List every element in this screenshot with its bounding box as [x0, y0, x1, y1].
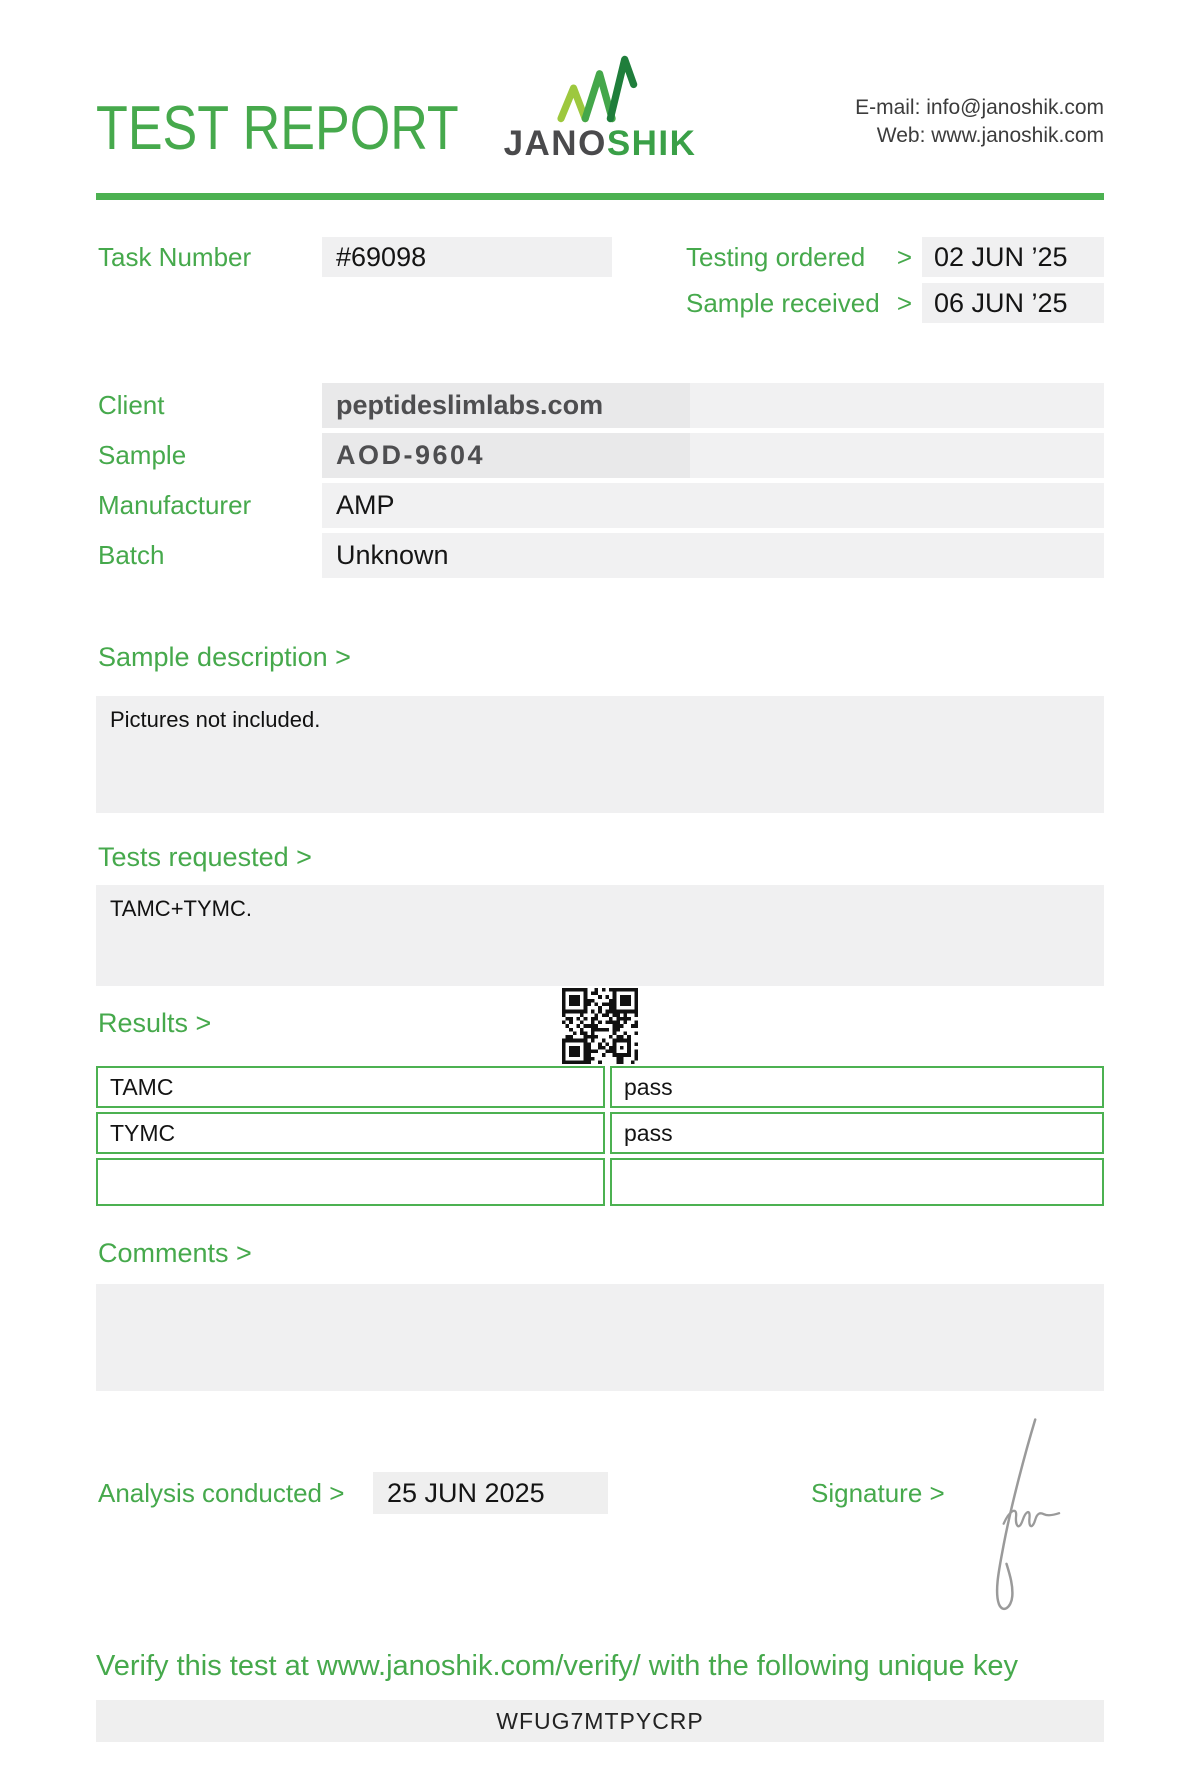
sample-received-value: 06 JUN ’25	[922, 283, 1104, 323]
analysis-conducted-value: 25 JUN 2025	[373, 1472, 608, 1514]
results-table	[96, 1066, 1104, 1206]
signature-mark	[975, 1412, 1061, 1629]
sample-received-label: Sample received >	[686, 283, 912, 323]
sample-description-text: Pictures not included.	[110, 707, 321, 732]
sample-value-box	[322, 433, 690, 478]
sample-value: AOD-9604	[336, 440, 486, 470]
sample-value-bar	[322, 433, 1104, 478]
contact-info	[855, 94, 1104, 150]
client-label: Client	[98, 390, 165, 420]
results-cell-test: TAMC	[96, 1066, 605, 1108]
results-cell-result: pass	[610, 1066, 1104, 1108]
page-title: TEST REPORT	[96, 94, 459, 163]
growth-chart-icon	[554, 54, 646, 124]
sample-label: Sample	[98, 440, 187, 470]
logo-wordmark: JANOSHIK	[503, 124, 697, 163]
testing-ordered-label: Testing ordered >	[686, 237, 912, 277]
header-divider	[96, 193, 1104, 200]
manufacturer-value: AMP	[336, 490, 395, 520]
manufacturer-row	[96, 483, 1104, 528]
batch-row	[96, 533, 1104, 578]
results-cell-test	[96, 1158, 605, 1206]
qr-code	[562, 988, 638, 1064]
results-cell-result	[610, 1158, 1104, 1206]
tests-requested-box	[96, 885, 1104, 986]
tests-requested-text: TAMC+TYMC.	[110, 896, 252, 921]
task-number-value: #69098	[322, 237, 612, 277]
arrow-glyph: >	[896, 288, 912, 318]
comments-heading: Comments >	[98, 1238, 252, 1268]
arrow-glyph: >	[896, 242, 912, 272]
tests-requested-heading: Tests requested >	[98, 842, 312, 872]
sample-description-box	[96, 696, 1104, 813]
signature-label: Signature >	[811, 1478, 945, 1508]
unique-key-value: WFUG7MTPYCRP	[96, 1700, 1104, 1742]
sample-received-row	[686, 283, 1104, 323]
results-cell-test: TYMC	[96, 1112, 605, 1154]
results-cell-result: pass	[610, 1112, 1104, 1154]
sample-row	[96, 433, 1104, 478]
manufacturer-label: Manufacturer	[98, 490, 252, 520]
batch-value: Unknown	[336, 540, 449, 570]
client-row	[96, 383, 1104, 428]
analysis-conducted-label: Analysis conducted >	[98, 1478, 345, 1508]
sample-description-heading: Sample description >	[98, 642, 351, 672]
testing-ordered-value: 02 JUN ’25	[922, 237, 1104, 277]
testing-ordered-row	[686, 237, 1104, 277]
manufacturer-value-bar	[322, 483, 1104, 528]
client-value: peptideslimlabs.com	[336, 390, 604, 420]
batch-value-bar	[322, 533, 1104, 578]
web-line: Web: www.janoshik.com	[876, 123, 1104, 147]
task-number-label: Task Number	[98, 242, 252, 272]
results-heading: Results >	[98, 1008, 212, 1038]
janoshik-logo	[504, 54, 697, 161]
batch-label: Batch	[98, 540, 165, 570]
email-line: E-mail: info@janoshik.com	[855, 96, 1104, 119]
verify-text: Verify this test at www.janoshik.com/verify/ with the following unique key	[96, 1650, 1018, 1682]
client-value-bar	[322, 383, 1104, 428]
comments-box	[96, 1284, 1104, 1391]
client-value-box	[322, 383, 690, 428]
